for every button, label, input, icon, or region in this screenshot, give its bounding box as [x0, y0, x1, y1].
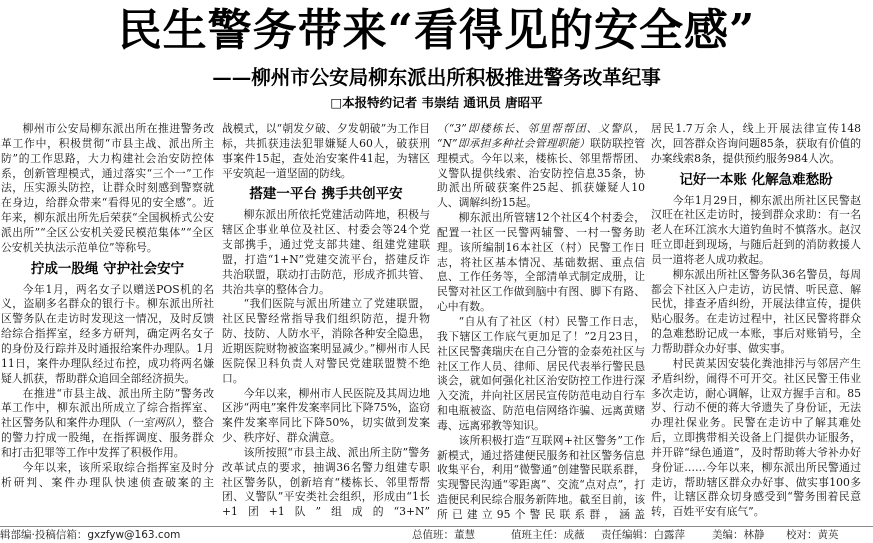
text-run: ，整合的警力拧成一股绳，在指挥调度、服务群众和打击犯罪等工作中发挥了积极作用。 [1, 416, 214, 459]
paragraph-continuation [437, 122, 645, 211]
paragraph: 柳东派出所管辖12个社区4个村委会，配置一社区一民警两辅警、一村一警务助理。该所编制16本社区（村）民警工作日志，将社区基本情况、基础数据、重点信息、工作任务等，全部清单式制定成册，让民警对社区工作做到脑中有图、脚下有路、心中有数。 [437, 211, 645, 314]
page-footer [0, 526, 873, 543]
article-column-2 [222, 122, 430, 524]
text-run-kai: （一室两队） [121, 416, 182, 430]
paragraph: 柳东派出所依托党建活动阵地，积极与辖区企事业单位及社区、村委会等24个党支部携手，通过党支部共建、组建党建联盟，打造“1+N”党建交流平台，搭建反诈共治联盟，联动打击防范，形成齐抓共管、共治共享的整体合力。 [222, 208, 430, 296]
paragraph-continued: 该所按照“市县主战、派出所主防”警务改革试点的要求，抽调36名警力组建专职社区警务队，创新培育“楼栋长、邻里帮帮团、义警队”平安类社会组织，形成由“1长+1团+1队”组成的“3+N” [222, 445, 430, 519]
paragraph: 村民黄某因安装化粪池排污与邻居产生矛盾纠纷，闹得不可开交。社区民警王伟业多次走访，耐心调解，让双方握手言和。85岁、行动不便的蒋大爷遗失了身份证，无法办理社保业务。民警在走访中了解其难处后，立即携带相关设备上门提供办证服务，并开辟“绿色通道”，及时帮助蒋大爷补办好身份证……今年以来，柳东派出所民警通过走访，帮助辖区群众办好事、做实事100多件，让辖区群众切身感受到“警务围着民意转，百姓平安有底气”。 [651, 356, 861, 519]
paragraph-quote: “自从有了社区（村）民警工作日志，我下辖区工作底气更加足了！”2月23日，社区民警龚瑞庆在自己分管的金泰苑社区与社区工作人员、律师、居民代表举行警民恳谈会，就如何强化社区治安防控工作进行深入交流，并向社区居民宣传防范电动自行车和电瓶被盗、防范电信网络诈骗、远离黄赌毒、远离邪教等知识。 [437, 314, 645, 432]
section-heading-2: 搭建一平台 携手共创平安 [249, 186, 403, 203]
headline: 民生警务带来“看得见的安全感” [117, 5, 756, 56]
article-column-1 [1, 122, 214, 524]
byline: □本报特约记者 韦崇结 通讯员 唐昭平 [330, 95, 543, 110]
footer-chief-on-duty: 总值班：董慧 [412, 529, 475, 541]
paragraph-continued: 该所积极打造“互联网+社区警务”工作新模式，通过搭建便民服务和社区警务信息收集平台，利用“微警通”创建警民联系群，实现警民沟通“零距离”、交流“点对点”，打造便民利民综合服务新阵地。截至目前，该所已建立95个警民联系群，涵盖 [437, 433, 645, 521]
section-heading-1: 拧成一股绳 守护社会安宁 [30, 260, 185, 277]
text-run: 联防联控管理模式。今年以来，楼栋长、邻里帮帮团、义警队提供线索、治安防控信息35条，协助派出所破获案件25起、抓获嫌疑人10人、调解纠纷15起。 [437, 136, 645, 210]
footer-duty-director: 值班主任：成薇 [511, 529, 585, 541]
paragraph-continuation: 居民1.7万余人，线上开展法律宣传148次，回答群众咨询问题85条，获取有价值的办案线索8条，提供预约服务984人次。 [651, 122, 861, 165]
paragraph: 柳东派出所社区警务队36名警员，每周都会下社区入户走访，访民情、听民意、解民忧，排查矛盾纠纷，开展法律宣传，提供贴心服务。在走访过程中，社区民警将群众的急难愁盼记成一本账，事后对账销号，全力帮助群众办好事、做实事。 [651, 267, 861, 355]
footer-proofreader: 校对：黄英 [786, 529, 839, 541]
paragraph-quote: “我们医院与派出所建立了党建联盟，社区民警经常指导我们组织防范，提升物防、技防、人防水平，消除各种安全隐患，近期医院财物被盗案明显减少。”柳州市人民医院保卫科负责人对警民党建联盟赞不绝口。 [222, 297, 430, 385]
article-column-3 [437, 122, 645, 524]
paragraph: 今年1月29日，柳东派出所社区民警赵汉旺在社区走访时，接到群众求助：有一名老人在环江滨水大道钓鱼时不慎落水。赵汉旺立即赶到现场，与随后赶到的消防救援人员一道将老人成功救起。 [651, 193, 861, 266]
section-heading-3: 记好一本账 化解急难愁盼 [679, 171, 833, 188]
paragraph: 今年1月，两名女子以赠送POS机的名义，盗刷多名群众的银行卡。柳东派出所社区警务队在走访时发现这一情况，及时反馈给综合指挥室，经多方研判，确定两名女子的身份及行踪并及时通报给案件办理队。1月11日，案件办理队经过布控，成功将两名嫌疑人抓获，帮助群众追回全部经济损失。 [1, 282, 214, 385]
footer-editor: 责任编辑：白露萍 [601, 529, 685, 541]
footer-mailbox: 辑部编·投稿信箱：gxzfyw@163.com [0, 529, 181, 541]
paragraph [1, 387, 214, 461]
footer-art-editor: 美编：林静 [712, 529, 765, 541]
subheadline: ——柳州市公安局柳东派出所积极推进警务改革纪事 [212, 66, 661, 89]
paragraph-continuation: 战模式，以“朝发夕破、夕发朝破”为工作目标，共抓获违法犯罪嫌疑人60人，破获刑事案件15起，查处治安案件41起，为辖区平安筑起一道坚固的防线。 [222, 122, 430, 180]
article-column-4 [651, 122, 861, 524]
text-run: 在推进“市县主战、派出所主防”警务改革工作中，柳东派出所成立了综合指挥室、社区警务队和案件办理队 [1, 386, 214, 430]
paragraph: 今年以来，柳州市人民医院及其周边地区涉“两电”案件发案率同比下降75%，盗窃案件发案率同比下降50%，切实做到发案少、秩序好、群众满意。 [222, 386, 430, 445]
paragraph-continued: 今年以来，该所采取综合指挥室及时分析研判、案件办理队快速侦查破案的主 [1, 460, 214, 489]
text-run-kai: （“3”即楼栋长、邻里帮帮团、义警队，“N”即承担多种社会管理职能） [437, 122, 645, 150]
paragraph-intro: 柳州市公安局柳东派出所在推进警务改革工作中，积极贯彻“市县主战、派出所主防”的工作思路，大力构建社会治安防控体系，创新管理模式，通过落实“三个一”工作法，压实源头防控，让群众时刻感到警察就在身边，给群众带来“看得见的安全感”。近年来，柳东派出所先后荣获“全国枫桥式公安派出所”“全区公安机关爱民模范集体”“全区公安机关执法示范单位”等称号。 [1, 122, 214, 254]
